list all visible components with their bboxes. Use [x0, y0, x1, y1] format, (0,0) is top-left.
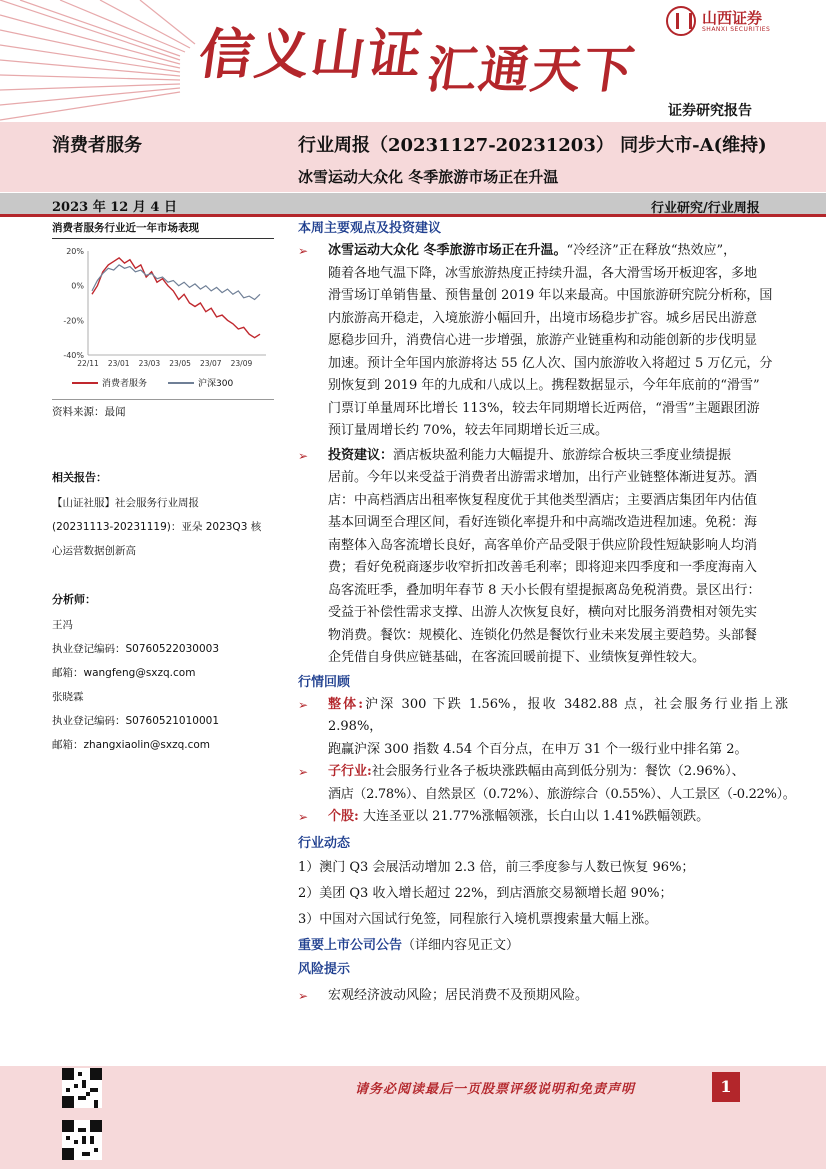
dynamic-item: 3）中国对六国试行免签，同程旅行入境机票搜索量大幅上涨。: [298, 911, 658, 927]
chart-y-tick-label: 20%: [66, 247, 84, 256]
page-number: 1: [712, 1072, 740, 1102]
paragraph-line: “冷经济”正在释放“热效应”，: [566, 243, 737, 258]
chart-series-line: [92, 258, 260, 338]
paragraph-line: 加速。预计全年国内旅游将达 55 亿人次、国内旅游收入将超过 5 万亿元，分: [328, 355, 773, 371]
slogan-part-1: 信义山证: [195, 22, 429, 86]
analyst-name: 张晓霖: [52, 691, 84, 703]
bullet-arrow-icon: ➢: [298, 244, 309, 258]
dynamic-item: 1）澳门 Q3 会展活动增加 2.3 倍，前三季度参与人数已恢复 96%；: [298, 859, 695, 875]
disclaimer-text: 请务必阅读最后一页股票评级说明和免责声明: [355, 1082, 636, 1097]
header-slogan: [195, 12, 644, 99]
paragraph-line: 企凭借自身供应链基础，在客流回暖前提下、业绩恢复弹性较大。: [328, 650, 706, 665]
paragraph-line: 内旅游高开稳走，入境旅游小幅回升，出境市场稳步扩容。城乡居民出游意: [328, 310, 758, 326]
logo-en-text: SHANXI SECURITIES: [702, 25, 771, 33]
paragraph-line: 酒店板块盈利能力大幅提升、旅游综合板块三季度业绩提振: [393, 447, 732, 463]
sidebar: [52, 220, 274, 757]
chart-source: 资料来源：最闻: [52, 399, 274, 419]
report-subtitle: 冰雪运动大众化 冬季旅游市场正在升温: [298, 168, 559, 186]
chart-y-tick-label: 0%: [71, 281, 84, 291]
paragraph-ice-snow: [298, 240, 788, 443]
bullet-arrow-icon: ➢: [298, 697, 309, 712]
bullet-arrow-icon: ➢: [298, 448, 309, 463]
bullet-arrow-icon: ➢: [298, 765, 309, 779]
analyst-reg: 执业登记编码：S0760522030003: [52, 643, 220, 655]
announcements-note: （详细内容见正文）: [402, 937, 520, 953]
slogan-part-2: 汇通天下: [423, 40, 640, 99]
paragraph-sub-industry: [298, 761, 796, 806]
analyst-heading: 分析师：: [52, 593, 96, 606]
chart-x-tick-label: 23/01: [107, 359, 130, 368]
paragraph-line: 门票订单量周环比增长 113%，较去年同期增长近两倍，“滑雪”主题跟团游: [328, 400, 760, 416]
paragraph-line: 基本回调至合理区间，看好连锁化率提升和中高端改造进程加速。免税：海: [328, 515, 758, 530]
analyst-reg: 执业登记编码：S0760521010001: [52, 715, 220, 727]
analyst-email[interactable]: 邮箱：wangfeng@sxzq.com: [52, 667, 196, 679]
sector-name: 消费者服务: [52, 135, 142, 156]
paragraph-line: 大连圣亚以 21.77%涨幅领涨，长白山以 1.41%跌幅领跌。: [362, 809, 710, 824]
paragraph-keyword: 整体:: [328, 696, 364, 712]
dynamic-item: 2）美团 Q3 收入增长超过 22%，到店酒旅交易额增长超 90%；: [298, 885, 673, 901]
chart-x-tick-label: 23/09: [230, 359, 253, 368]
paragraph-keyword: 子行业:: [328, 764, 372, 779]
chart-title: 消费者服务行业近一年市场表现: [52, 220, 274, 239]
paragraph-stocks: [298, 806, 788, 829]
bullet-arrow-icon: ➢: [298, 989, 309, 1003]
chart-y-tick-label: -40%: [63, 351, 84, 360]
paragraph-keyword: 个股:: [328, 809, 359, 824]
related-report-line-2[interactable]: (20231113-20231119)：亚朵 2023Q3 核: [52, 521, 262, 533]
paragraph-line: 酒店（2.78%）、自然景区（0.72%）、旅游综合（0.55%）、人工景区（-0.22%）。: [328, 786, 796, 802]
chart-x-tick-label: 22/11: [77, 359, 99, 368]
related-heading: 相关报告：: [52, 471, 107, 484]
paragraph-risk: [298, 985, 788, 1008]
paragraph-line: 别恢复到 2019 年的九成和八成以上。携程数据显示，今年年底前的“滑雪”: [328, 378, 760, 393]
paragraph-line: 居前。今年以来受益于消费者出游需求增加，出行产业链整体渐进复苏。酒: [328, 470, 758, 485]
qr-code-icon: [62, 1120, 102, 1160]
section-tag: 行业研究/行业周报: [651, 201, 760, 216]
chart-y-tick-label: -20%: [63, 316, 84, 326]
related-report-line-3[interactable]: 心运营数据创新高: [52, 545, 136, 557]
paragraph-investment: [298, 445, 788, 670]
paragraph-line: 愿稳步回升，消费信心进一步增强，旅游产业链重构和动能创新的步伐明显: [328, 333, 758, 348]
chart-legend-label: 消费者服务: [102, 379, 148, 389]
paragraph-line: 随着各地气温下降，冰雪旅游热度正持续升温，各大滑雪场开板迎客，多地: [328, 265, 758, 281]
chart-x-tick-label: 23/05: [169, 359, 191, 368]
bullet-arrow-icon: ➢: [298, 810, 309, 824]
paragraph-line: 宏观经济波动风险；居民消费不及预期风险。: [328, 988, 589, 1003]
paragraph-line: 跑赢沪深 300 指数 4.54 个百分点，在申万 31 个一级行业中排名第 2。: [328, 741, 748, 757]
paragraph-overall: [298, 694, 788, 762]
paragraph-line: 受益于补偿性需求支撑、出游人次恢复良好，横向对比服务消费相对领先实: [328, 605, 758, 620]
report-title: 行业周报（20231127-20231203） 同步大市-A(维持): [298, 135, 767, 156]
qr-code-icon: [62, 1068, 102, 1108]
analyst-email[interactable]: 邮箱：zhangxiaolin@sxzq.com: [52, 739, 211, 751]
related-report-line-1[interactable]: 【山证社服】社会服务行业周报: [52, 497, 199, 509]
paragraph-line: 店：中高档酒店出租率恢复程度优于其他类型酒店；主要酒店集团年内估值: [328, 492, 758, 508]
section-heading-dynamics: 行业动态: [298, 835, 351, 851]
paragraph-line: 滑雪场订单销售量、预售量创 2019 年以来最高。中国旅游研究院分析称，国: [328, 288, 773, 303]
chart-x-tick-label: 23/03: [138, 359, 161, 368]
report-date: 2023 年 12 月 4 日: [52, 200, 177, 215]
paragraph-keyword: 冰雪运动大众化 冬季旅游市场正在升温。: [328, 243, 567, 258]
report-type-label: 证券研究报告: [668, 103, 752, 119]
paragraph-line: 社会服务行业各子板块涨跌幅由高到低分别为：餐饮（2.96%）、: [371, 764, 745, 779]
chart-x-tick-label: 23/07: [199, 359, 222, 368]
paragraph-line: 费；看好免税商逐步收窄折扣改善毛利率；即将迎来四季度和一季度海南入: [328, 560, 758, 575]
analyst-name: 王冯: [52, 619, 73, 631]
header-banner: [0, 0, 826, 128]
section-heading-views: 本周主要观点及投资建议: [298, 221, 442, 236]
logo-mark-icon: [666, 6, 696, 36]
paragraph-keyword: 投资建议：: [328, 447, 394, 463]
section-heading-announcements: 重要上市公司公告: [298, 937, 403, 953]
logo-cn-text: 山西证券: [702, 8, 763, 27]
section-heading-review: 行情回顾: [298, 674, 351, 690]
paragraph-line: 岛客流旺季，叠加明年春节 8 天小长假有望提振离岛免税消费。景区出行：: [328, 582, 761, 598]
paragraph-line: 沪深 300 下跌 1.56%，报收 3482.88 点，社会服务行业指上涨 2.98%，: [328, 696, 788, 734]
market-performance-chart: [52, 243, 274, 393]
paragraph-line: 南整体入岛客流增长良好，高客单价产品受限于供应阶段性短缺影响人均消: [328, 537, 758, 553]
section-heading-risk: 风险提示: [298, 962, 351, 977]
main-content: [298, 218, 796, 1008]
paragraph-line: 预订量周增长约 70%，较去年同期增长近三成。: [328, 423, 609, 438]
paragraph-line: 物消费。餐饮：规模化、连锁化仍然是餐饮行业未来发展主要趋势。头部餐: [328, 627, 758, 643]
chart-legend-label: 沪深300: [198, 379, 234, 389]
company-logo: [666, 6, 770, 36]
